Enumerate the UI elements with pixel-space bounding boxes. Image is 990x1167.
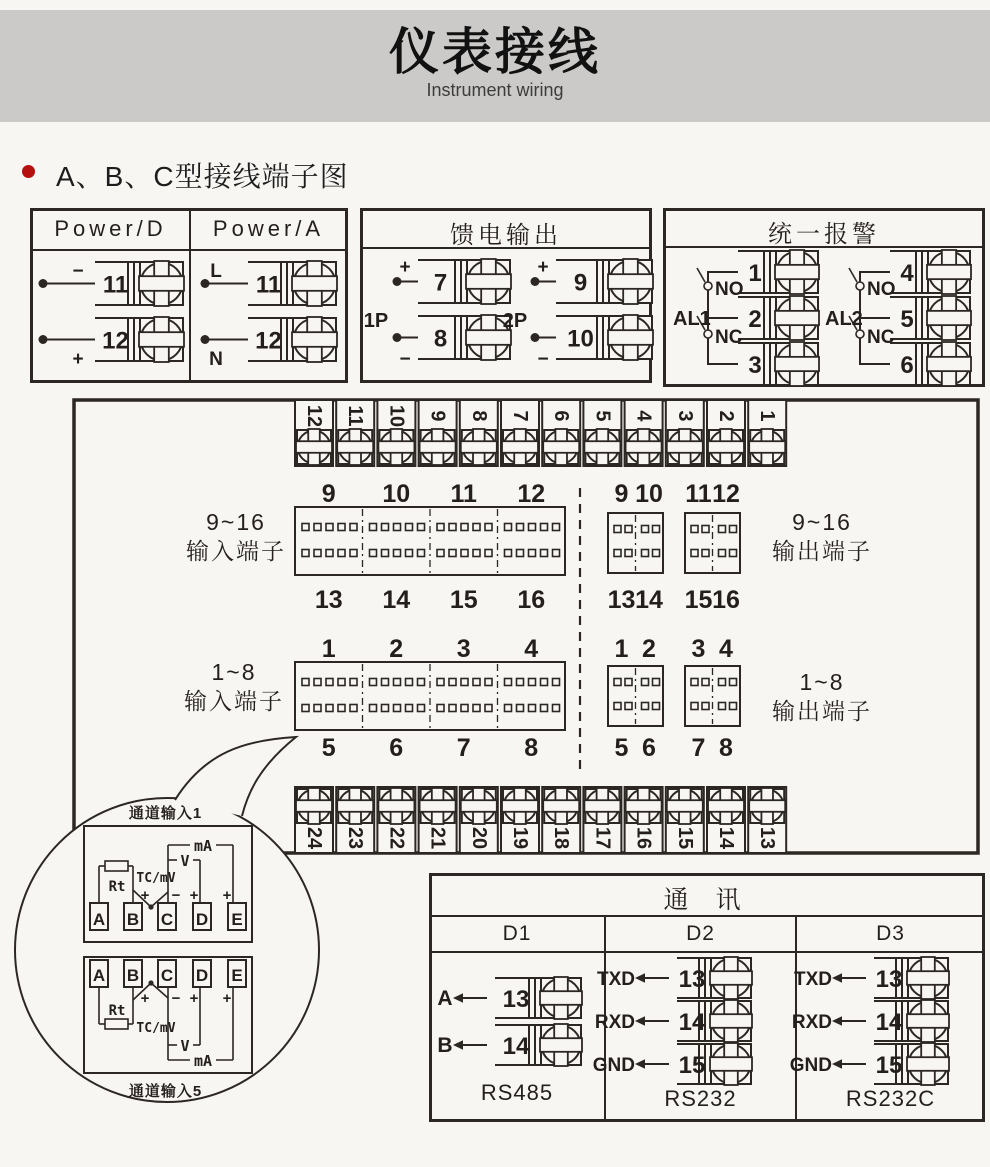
output-1-8-text: 输出端子 xyxy=(772,698,872,724)
svg-text:4: 4 xyxy=(719,635,733,663)
svg-text:8: 8 xyxy=(467,410,490,422)
svg-text:A: A xyxy=(437,987,453,1010)
svg-text:A: A xyxy=(92,910,106,929)
input-9-16-range: 9~16 xyxy=(206,509,266,535)
svg-text:+: + xyxy=(222,887,232,904)
svg-text:−: − xyxy=(537,349,549,370)
svg-text:6: 6 xyxy=(389,734,404,762)
svg-text:11: 11 xyxy=(685,480,712,508)
svg-text:12: 12 xyxy=(102,327,129,355)
page-header xyxy=(0,10,990,122)
svg-text:1: 1 xyxy=(321,635,336,663)
svg-text:RXD: RXD xyxy=(594,1012,635,1033)
comm-col-d3-header: D3 xyxy=(876,922,905,945)
svg-text:1: 1 xyxy=(614,635,629,663)
svg-text:9: 9 xyxy=(321,480,336,508)
svg-text:−: − xyxy=(72,261,84,282)
svg-text:TC/mV: TC/mV xyxy=(136,871,176,886)
feed-output-title: 馈电输出 xyxy=(450,222,562,249)
svg-text:15: 15 xyxy=(449,586,478,614)
svg-text:1P: 1P xyxy=(363,310,389,332)
alarm-title: 统一报警 xyxy=(768,221,880,248)
svg-text:TC/mV: TC/mV xyxy=(136,1021,176,1036)
output-9-16-text: 输出端子 xyxy=(772,538,872,564)
svg-text:V: V xyxy=(180,1037,190,1055)
svg-text:13: 13 xyxy=(756,826,779,850)
comm-rs232c-label: RS232C xyxy=(845,1086,936,1111)
svg-text:6: 6 xyxy=(550,410,573,422)
input-9-16-label xyxy=(156,508,316,566)
svg-text:Rt: Rt xyxy=(108,1003,126,1019)
svg-text:23: 23 xyxy=(344,826,367,850)
svg-text:8: 8 xyxy=(719,734,733,762)
svg-text:6: 6 xyxy=(642,734,656,762)
svg-text:13: 13 xyxy=(607,586,636,614)
svg-text:12: 12 xyxy=(303,404,325,428)
svg-text:4: 4 xyxy=(900,260,914,287)
output-9-16-range: 9~16 xyxy=(792,509,852,535)
svg-text:22: 22 xyxy=(385,826,408,850)
power-d-header: Power/D xyxy=(54,216,167,241)
page-title: 仪表接线 xyxy=(389,24,601,80)
svg-text:18: 18 xyxy=(550,826,573,850)
svg-text:1: 1 xyxy=(756,410,779,422)
svg-text:12: 12 xyxy=(255,327,282,355)
svg-text:11: 11 xyxy=(450,480,477,508)
svg-text:5: 5 xyxy=(900,306,914,333)
svg-text:N: N xyxy=(209,349,223,370)
svg-text:B: B xyxy=(437,1034,453,1057)
svg-text:8: 8 xyxy=(433,325,448,353)
output-1-8-range: 1~8 xyxy=(799,669,845,695)
section-title: A、B、C型接线端子图 xyxy=(56,161,349,192)
svg-text:20: 20 xyxy=(467,826,490,850)
svg-text:19: 19 xyxy=(509,826,531,850)
svg-text:GND: GND xyxy=(789,1055,832,1076)
svg-text:3: 3 xyxy=(456,635,471,663)
svg-text:NC: NC xyxy=(715,327,743,348)
svg-text:+: + xyxy=(72,349,84,370)
input-1-8-range: 1~8 xyxy=(211,659,257,685)
svg-text:mA: mA xyxy=(193,837,213,855)
svg-text:7: 7 xyxy=(456,734,471,762)
power-a-header: Power/A xyxy=(212,216,325,241)
comm-col-d1-header: D1 xyxy=(502,922,532,945)
svg-text:+: + xyxy=(399,257,411,278)
svg-text:10: 10 xyxy=(567,325,594,353)
svg-text:−: − xyxy=(399,349,411,370)
section-bullet-icon xyxy=(22,165,35,178)
input-9-16-text: 输入端子 xyxy=(186,538,286,564)
svg-text:16: 16 xyxy=(632,826,655,850)
input-1-8-text: 输入端子 xyxy=(184,688,284,714)
svg-text:B: B xyxy=(126,966,140,985)
svg-text:E: E xyxy=(231,910,243,929)
svg-text:2: 2 xyxy=(715,410,737,422)
svg-text:GND: GND xyxy=(592,1055,635,1076)
output-1-8-label xyxy=(742,668,902,726)
svg-text:7: 7 xyxy=(433,269,448,297)
svg-text:12: 12 xyxy=(517,480,546,508)
svg-text:21: 21 xyxy=(426,826,449,850)
svg-text:10: 10 xyxy=(382,480,411,508)
svg-text:3: 3 xyxy=(691,635,706,663)
svg-text:9: 9 xyxy=(426,410,449,422)
svg-text:5: 5 xyxy=(591,410,614,422)
svg-text:3: 3 xyxy=(673,410,696,422)
svg-text:B: B xyxy=(126,910,140,929)
svg-text:14: 14 xyxy=(635,586,663,614)
svg-text:15: 15 xyxy=(875,1052,903,1079)
svg-text:14: 14 xyxy=(678,1009,706,1036)
svg-text:A: A xyxy=(92,966,106,985)
svg-text:AL1: AL1 xyxy=(673,308,711,330)
svg-text:5: 5 xyxy=(614,734,629,762)
svg-text:1: 1 xyxy=(748,260,762,287)
comm-rs485-label: RS485 xyxy=(480,1080,554,1105)
svg-text:+: + xyxy=(189,990,199,1007)
svg-text:13: 13 xyxy=(678,966,706,993)
svg-text:Rt: Rt xyxy=(108,879,126,895)
svg-text:16: 16 xyxy=(517,586,546,614)
svg-text:9: 9 xyxy=(614,480,629,508)
svg-text:4: 4 xyxy=(524,635,539,663)
output-9-16-label xyxy=(742,508,902,566)
svg-text:13: 13 xyxy=(875,966,903,993)
svg-text:17: 17 xyxy=(591,826,614,850)
svg-text:11: 11 xyxy=(255,271,282,299)
svg-text:NC: NC xyxy=(867,327,895,348)
svg-text:RXD: RXD xyxy=(791,1012,832,1033)
svg-text:E: E xyxy=(231,966,243,985)
svg-text:7: 7 xyxy=(509,410,531,422)
svg-text:+: + xyxy=(140,990,150,1007)
svg-text:16: 16 xyxy=(712,586,740,614)
svg-text:12: 12 xyxy=(712,480,740,508)
svg-text:13: 13 xyxy=(502,986,530,1013)
svg-text:−: − xyxy=(171,887,181,904)
svg-text:11: 11 xyxy=(344,405,367,427)
svg-text:NO: NO xyxy=(867,279,896,300)
svg-text:2: 2 xyxy=(748,306,762,333)
svg-text:9: 9 xyxy=(573,269,588,297)
svg-text:NO: NO xyxy=(715,279,744,300)
svg-text:L: L xyxy=(210,261,222,282)
svg-text:14: 14 xyxy=(382,586,411,614)
svg-text:2P: 2P xyxy=(502,310,528,332)
svg-text:C: C xyxy=(160,966,174,985)
channel-input-1-label: 通道输入1 xyxy=(128,805,203,822)
svg-text:10: 10 xyxy=(385,404,408,428)
svg-text:14: 14 xyxy=(875,1009,903,1036)
svg-text:+: + xyxy=(222,990,232,1007)
svg-text:15: 15 xyxy=(684,586,713,614)
svg-text:mA: mA xyxy=(193,1052,213,1070)
svg-text:2: 2 xyxy=(389,635,404,663)
comm-rs232-label: RS232 xyxy=(664,1086,737,1111)
svg-text:7: 7 xyxy=(691,734,706,762)
svg-text:TXD: TXD xyxy=(597,969,635,990)
svg-text:D: D xyxy=(195,910,209,929)
svg-text:V: V xyxy=(180,852,190,870)
svg-text:14: 14 xyxy=(502,1033,530,1060)
svg-text:5: 5 xyxy=(321,734,336,762)
svg-text:13: 13 xyxy=(314,586,343,614)
svg-text:4: 4 xyxy=(632,410,655,422)
channel-input-5-label: 通道输入5 xyxy=(128,1083,203,1100)
svg-text:24: 24 xyxy=(303,826,325,850)
page-subtitle: Instrument wiring xyxy=(426,80,564,100)
svg-text:+: + xyxy=(537,257,549,278)
svg-text:3: 3 xyxy=(748,352,762,379)
comm-title: 通 讯 xyxy=(663,886,751,914)
svg-text:11: 11 xyxy=(102,271,129,299)
svg-text:6: 6 xyxy=(900,352,914,379)
svg-text:+: + xyxy=(189,887,199,904)
svg-text:10: 10 xyxy=(635,480,663,508)
svg-text:D: D xyxy=(195,966,209,985)
svg-text:14: 14 xyxy=(715,826,737,850)
svg-text:C: C xyxy=(160,910,174,929)
svg-text:TXD: TXD xyxy=(794,969,832,990)
svg-text:15: 15 xyxy=(678,1052,706,1079)
comm-col-d2-header: D2 xyxy=(686,922,715,945)
svg-text:2: 2 xyxy=(642,635,656,663)
svg-text:8: 8 xyxy=(524,734,539,762)
svg-text:+: + xyxy=(140,887,150,904)
svg-text:AL2: AL2 xyxy=(825,308,863,330)
svg-text:15: 15 xyxy=(673,826,696,850)
svg-text:−: − xyxy=(171,990,181,1007)
